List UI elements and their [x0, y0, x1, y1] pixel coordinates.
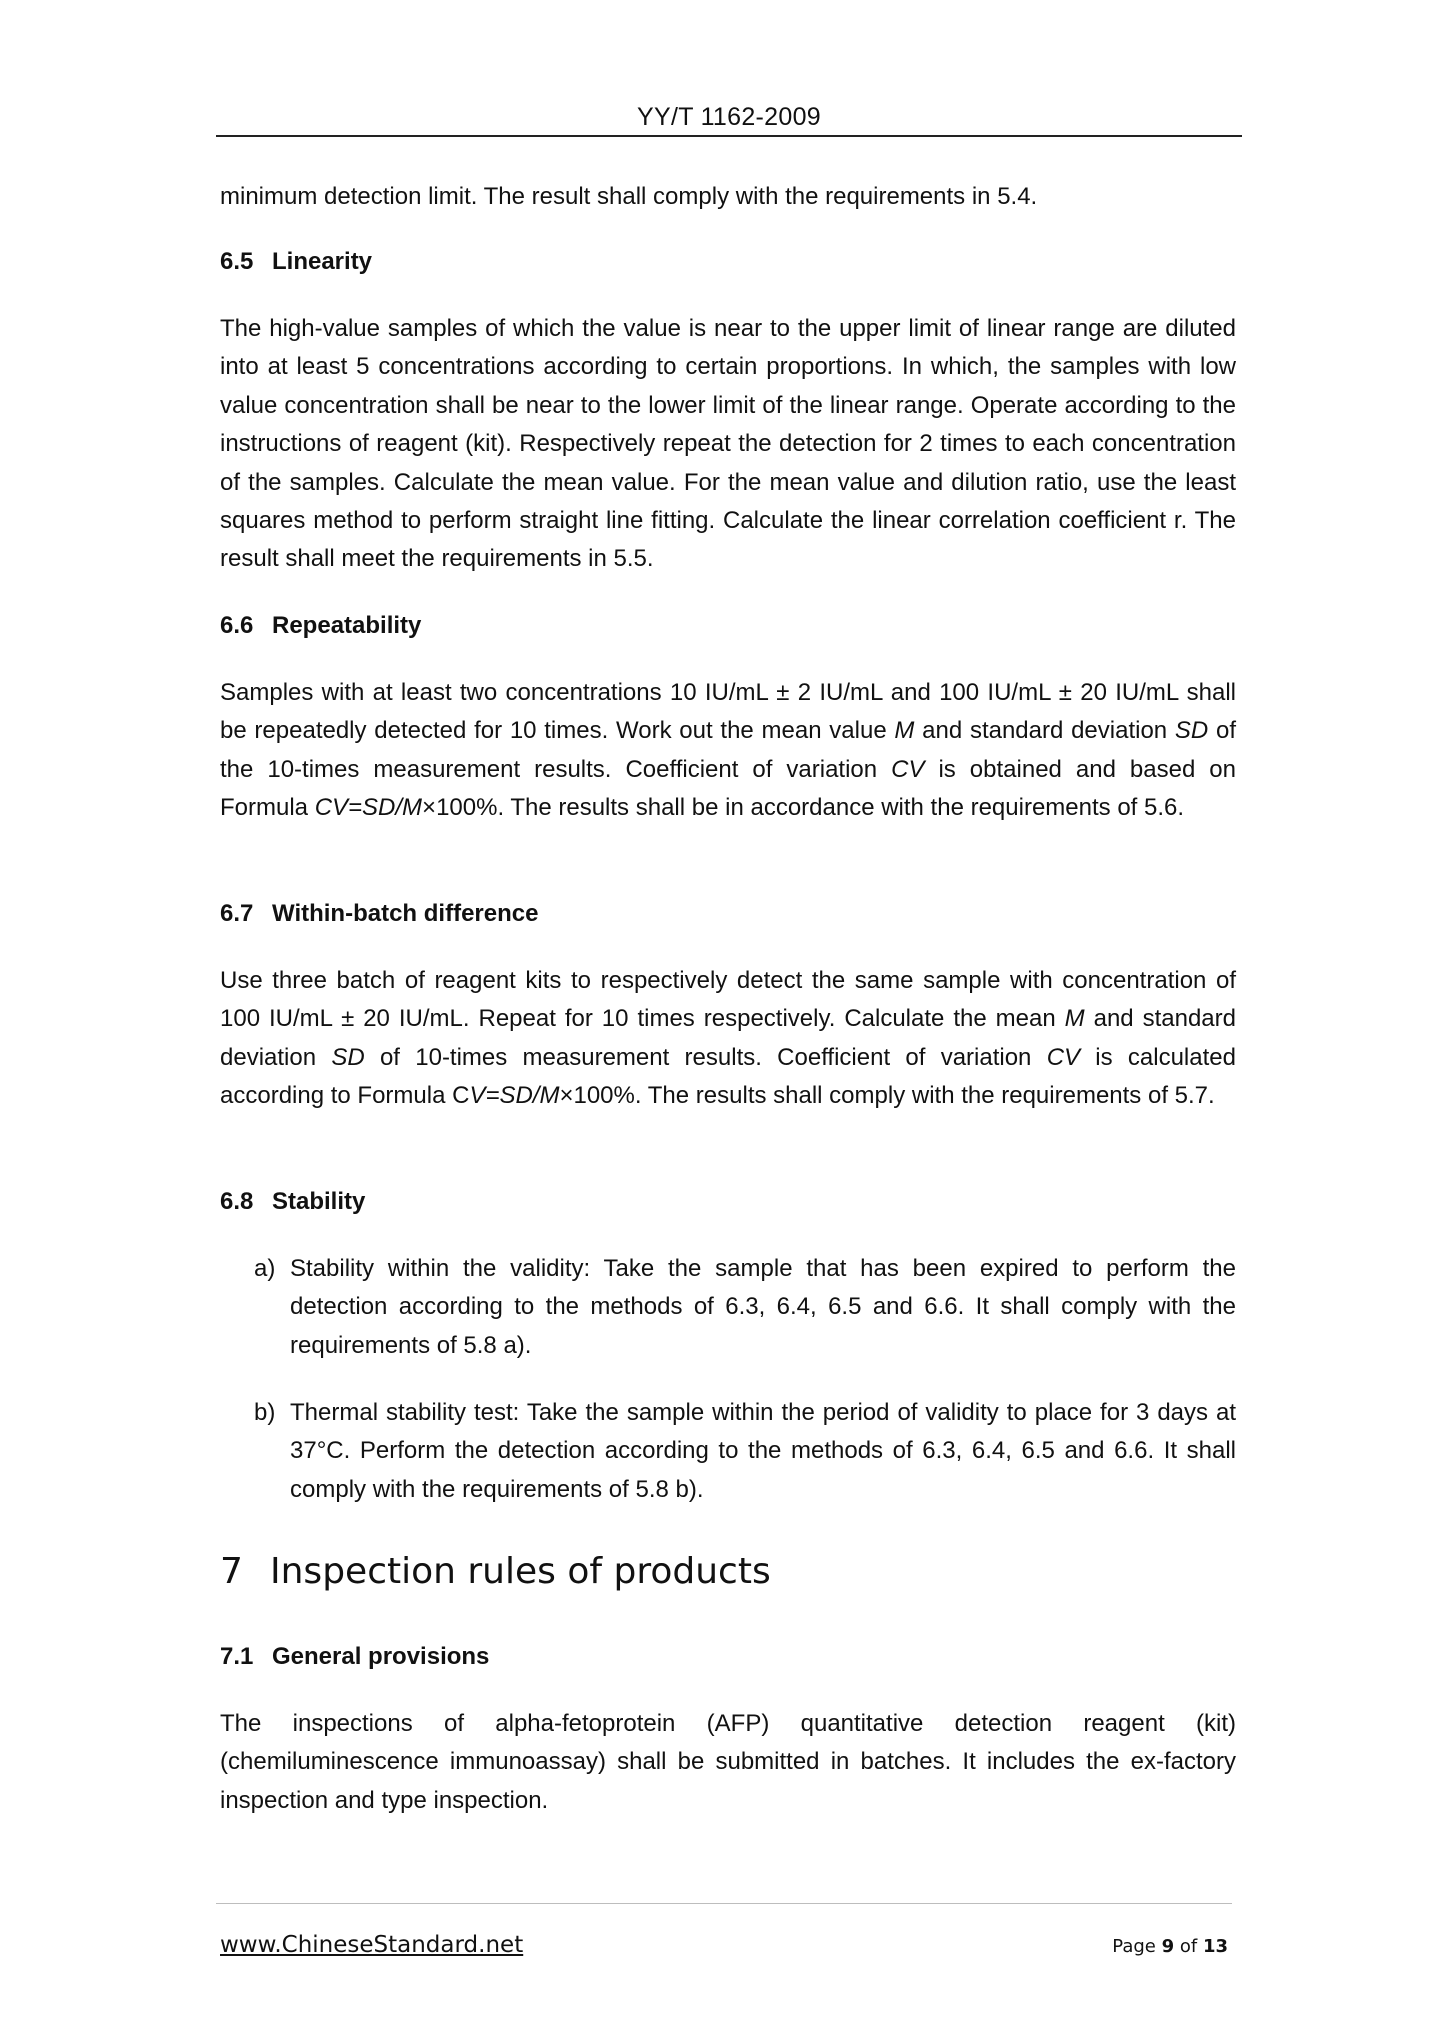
footer-page-number — [1000, 1936, 1228, 1957]
text-run: is calculated according to Formula C — [220, 1043, 1236, 1110]
footer-website-link[interactable]: www.ChineseStandard.net — [220, 1932, 524, 1958]
heading-title: Linearity — [272, 248, 373, 275]
page-current: 9 — [1161, 1936, 1175, 1957]
header-rule — [216, 135, 1242, 137]
text-run: Samples with at least two concentrations 10 IU/mL ± 2 IU/mL and 100 IU/mL ± 20 IU/mL shall be repeatedly detected for 10 times. Work out the mean value — [220, 679, 1236, 745]
formula: V=SD/M — [469, 1082, 560, 1110]
list-marker: b) — [254, 1399, 276, 1426]
text-run: ×100%. The results shall be in accordance with the requirements of 5.6. — [422, 794, 1185, 822]
heading-number: 6.7 — [220, 900, 254, 927]
heading-number: 6.5 — [220, 248, 254, 275]
heading-6-7 — [220, 899, 538, 929]
heading-7 — [220, 1550, 771, 1594]
list-item-text: Stability within the validity: Take the sample that has been expired to perform the detection according to the methods of 6.3, 6.4, 6.5 and 6.6. It shall comply with the requirements of 5.8 a). — [290, 1255, 1236, 1359]
heading-6-5 — [220, 247, 372, 277]
paragraph-6-6 — [220, 674, 1236, 828]
page-prefix: Page — [1112, 1936, 1162, 1957]
heading-title: Within-batch difference — [272, 900, 539, 927]
list-item-text: Thermal stability test: Take the sample within the period of validity to place for 3 days at 37°C. Perform the detection according to the methods of 6.3, 6.4, 6.5 and 6.6. It shall comply with the requirements of 5.8 b). — [290, 1399, 1236, 1503]
heading-number: 7 — [220, 1551, 243, 1592]
heading-6-8 — [220, 1187, 365, 1217]
text-run: and standard deviation — [914, 717, 1175, 745]
paragraph-7-1: The inspections of alpha-fetoprotein (AFP) quantitative detection reagent (kit) (chemiluminescence immunoassay) shall be submitted in batches. It includes the ex-factory inspection and type inspection. — [220, 1710, 1236, 1814]
variable-cv: CV — [891, 755, 925, 783]
text-run: of the 10-times measurement results. Coefficient of variation — [220, 717, 1237, 783]
paragraph-6-7 — [220, 962, 1236, 1116]
list-marker: a) — [254, 1255, 276, 1282]
text-run: Use three batch of reagent kits to respectively detect the same sample with concentration of 100 IU/mL ± 20 IU/mL. Repeat for 10 times respectively. Calculate the mean — [220, 967, 1236, 1033]
list-item-a — [254, 1250, 1236, 1365]
text-run: ×100%. The results shall comply with the requirements of 5.7. — [559, 1082, 1215, 1110]
intro-paragraph: minimum detection limit. The result shall comply with the requirements in 5.4. — [220, 183, 1038, 210]
text-run: of 10-times measurement results. Coefficient of variation — [364, 1043, 1047, 1071]
variable-cv: CV — [1046, 1043, 1081, 1071]
variable-m: M — [1064, 1005, 1085, 1033]
page-total: 13 — [1202, 1936, 1228, 1957]
text-run: and standard deviation — [220, 1005, 1236, 1071]
footer-rule — [216, 1903, 1232, 1904]
heading-title: Inspection rules of products — [270, 1551, 771, 1592]
heading-title: General provisions — [272, 1643, 490, 1670]
heading-number: 7.1 — [220, 1643, 254, 1670]
heading-number: 6.6 — [220, 612, 254, 639]
list-item-b — [254, 1394, 1236, 1509]
heading-title: Repeatability — [272, 612, 422, 639]
variable-sd: SD — [331, 1043, 365, 1071]
heading-title: Stability — [272, 1188, 366, 1215]
heading-7-1 — [220, 1642, 489, 1672]
variable-sd: SD — [1174, 717, 1209, 745]
heading-number: 6.8 — [220, 1188, 254, 1215]
paragraph-6-5: The high-value samples of which the value is near to the upper limit of linear range are diluted into at least 5 concentrations according to certain proportions. In which, the samples with low value concentration shall be near to the lower limit of the linear range. Operate according to the instructions of reagent (kit). Respectively repeat the detection for 2 times to each concentration of the samples. Calculate the mean value. For the mean value and dilution ratio, use the least squares method to perform straight line fitting. Calculate the linear correlation coefficient r. The result shall meet the requirements in 5.5. — [220, 315, 1236, 573]
text-run: is obtained and based on Formula — [220, 755, 1237, 822]
heading-6-6 — [220, 611, 421, 641]
page-of: of — [1174, 1936, 1203, 1957]
variable-m: M — [894, 717, 915, 745]
formula: CV=SD/M — [314, 794, 423, 822]
header-standard-code: YY/T 1162-2009 — [637, 103, 821, 131]
